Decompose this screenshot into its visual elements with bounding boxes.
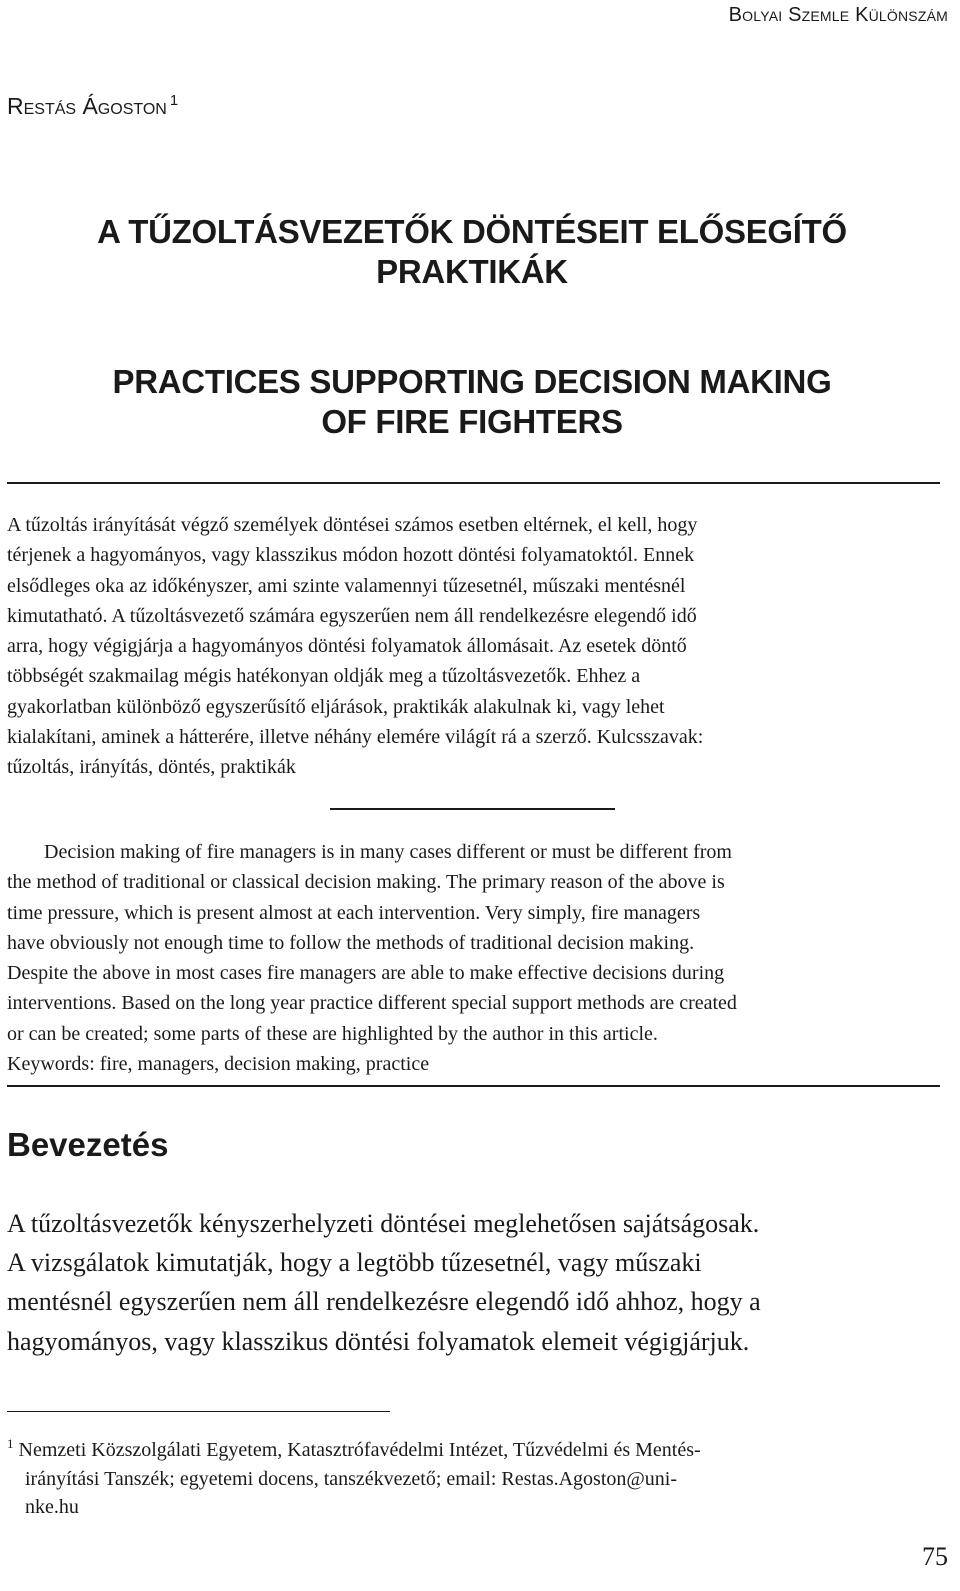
author-name	[7, 92, 178, 120]
abstract-english	[7, 837, 940, 1079]
abstract-en-line: Keywords: fire, managers, decision making, practice	[7, 1053, 430, 1076]
abstract-hu-line: elsődleges oka az időkényszer, ami szinte valamennyi tűzesetnél, műszaki mentésnél	[7, 574, 686, 597]
abstract-hu-line: tűzoltás, irányítás, döntés, praktikák	[7, 756, 296, 779]
rule-bottom	[7, 1085, 940, 1087]
body-line: A vizsgálatok kimutatják, hogy a legtöbb tűzesetnél, vagy műszaki	[7, 1248, 702, 1278]
abstract-hu-line: térjenek a hagyományos, vagy klasszikus módon hozott döntési folyamatoktól. Ennek	[7, 544, 695, 567]
page-number: 75	[922, 1542, 948, 1571]
abstract-hu-line: kialakítani, aminek a hátterére, illetve néhány elemére világít rá a szerző. Kulcsszavak:	[7, 726, 704, 749]
title-en-line-1: PRACTICES SUPPORTING DECISION MAKING	[112, 363, 832, 400]
body-line: A tűzoltásvezetők kényszerhelyzeti döntései meglehetősen sajátságosak.	[7, 1209, 760, 1238]
section-heading: Bevezetés	[7, 1126, 169, 1163]
abstract-en-line-text: Decision making of fire managers is in many cases different or must be different from	[44, 841, 732, 863]
rule-separator	[330, 808, 615, 810]
author-text: Restás Ágoston	[7, 93, 167, 119]
footnote-line-2: irányítási Tanszék; egyetemi docens, tanszékvezető; email: Restas.Agoston@uni-	[25, 1467, 678, 1490]
body-line: mentésnél egyszerűen nem áll rendelkezésre elegendő idő ahhoz, hogy a	[7, 1287, 761, 1317]
abstract-en-line: time pressure, which is present almost at each intervention. Very simply, fire managers	[7, 901, 701, 924]
abstract-en-line: have obviously not enough time to follow the methods of traditional decision making.	[7, 931, 695, 954]
section-body	[7, 1204, 940, 1361]
footnote-line-3: nke.hu	[25, 1496, 79, 1518]
abstract-en-line: or can be created; some parts of these are highlighted by the author in this article.	[7, 1022, 658, 1045]
footnote	[7, 1430, 940, 1522]
abstract-hu-line: többségét szakmailag mégis hatékonyan oldják meg a tűzoltásvezetők. Ehhez a	[7, 665, 641, 688]
author-footnote-mark: 1	[169, 92, 179, 109]
abstract-en-line: Despite the above in most cases fire managers are able to make effective decisions during	[7, 962, 725, 985]
abstract-hungarian	[7, 510, 940, 783]
title-en-line-2: OF FIRE FIGHTERS	[321, 403, 623, 440]
body-line: hagyományos, vagy klasszikus döntési folyamatok elemeit végigjárjuk.	[7, 1326, 750, 1356]
abstract-hu-line: A tűzoltás irányítását végző személyek döntései számos esetben eltérnek, el kell, hogy	[7, 514, 698, 536]
title-hu-line-1: A TŰZOLTÁSVEZETŐK DÖNTÉSEIT ELŐSEGÍTŐ	[97, 213, 847, 250]
abstract-en-line: interventions. Based on the long year practice different special support methods are created	[7, 992, 737, 1015]
abstract-en-line	[7, 837, 940, 867]
rule-top	[7, 482, 940, 484]
title-english	[0, 362, 944, 442]
title-hu-line-2: PRAKTIKÁK	[376, 253, 568, 290]
abstract-hu-line: gyakorlatban különböző egyszerűsítő eljárások, praktikák alakulnak ki, vagy lehet	[7, 695, 665, 718]
footnote-line	[7, 1430, 940, 1465]
footnote-mark: 1	[7, 1436, 14, 1451]
abstract-hu-line: arra, hogy végigjárja a hagyományos döntési folyamatok állomásait. Az esetek döntő	[7, 635, 687, 658]
abstract-en-line: the method of traditional or classical decision making. The primary reason of the above is	[7, 871, 725, 894]
running-header: Bolyai Szemle Különszám	[728, 4, 948, 26]
footnote-rule	[7, 1411, 390, 1412]
footnote-line-1: Nemzeti Közszolgálati Egyetem, Katasztrófavédelmi Intézet, Tűzvédelmi és Mentés-	[18, 1439, 701, 1461]
title-hungarian	[0, 212, 944, 292]
abstract-hu-line: kimutatható. A tűzoltásvezető számára egyszerűen nem áll rendelkezésre elegendő idő	[7, 604, 697, 627]
